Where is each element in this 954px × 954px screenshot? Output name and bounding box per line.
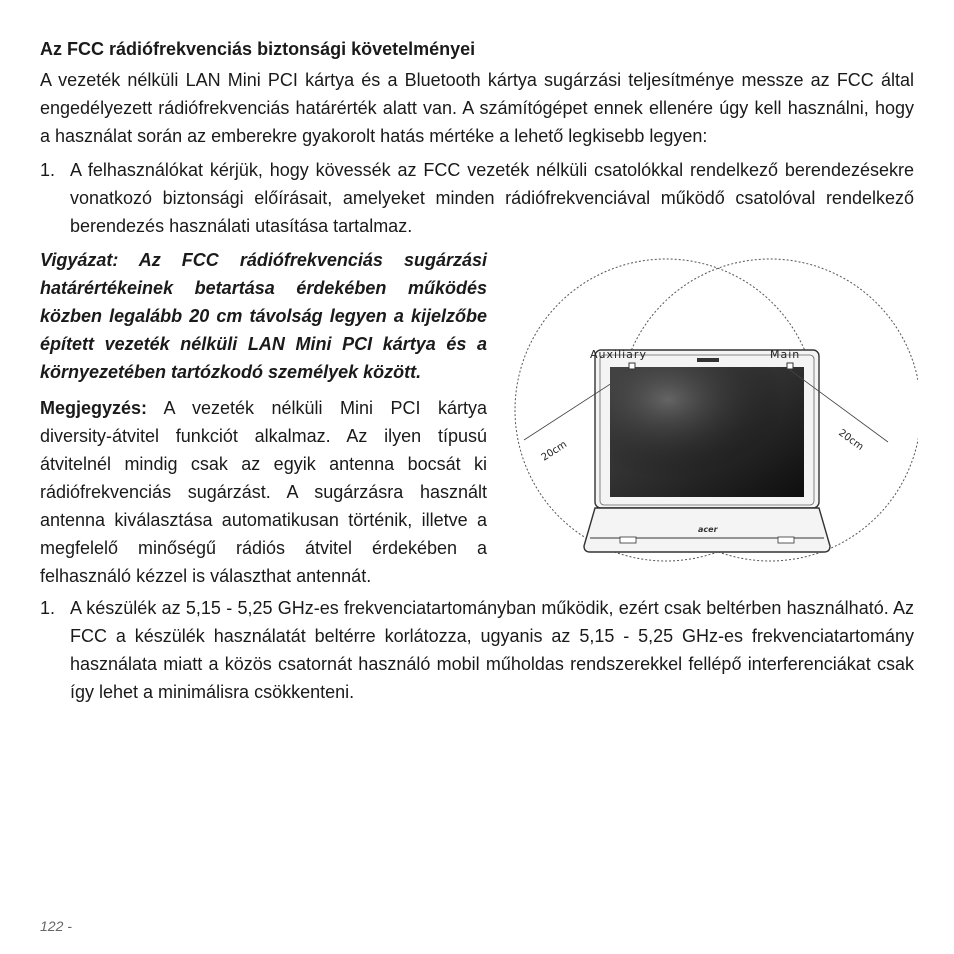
auxiliary-label: Auxiliary — [590, 348, 647, 361]
section-heading: Az FCC rádiófrekvenciás biztonsági követelményei — [40, 39, 476, 59]
antenna-diagram — [498, 246, 918, 576]
list-item-2 — [40, 594, 914, 706]
brand-logo: acer — [698, 525, 718, 534]
intro-paragraph: A vezeték nélküli LAN Mini PCI kártya és a Bluetooth kártya sugárzási teljesítménye messze az FCC által engedélyezett rádiófrekvenciás határérték alatt van. A számítógépet ennek ellenére úgy kell használni, hogy a használat során az emberekre gyakorolt hatás mértéke a lehető legkisebb legyen: — [40, 70, 914, 146]
left-column — [40, 246, 487, 590]
page-content — [40, 36, 914, 712]
webcam-bar — [697, 358, 719, 362]
main-antenna-marker — [787, 363, 793, 369]
note-text: A vezeték nélküli Mini PCI kártya diversity-átvitel funkciót alkalmaz. Az ilyen típusú átvitelnél mindig csak az egyik antenna bocsát ki rádiófrekvenciás sugárzást. A sugárzásra használt antenna kiválasztása automatikusan történik, illetve a megfelelő minőségű rádiós átvitel érdekében a felhasználó kézzel is választhat antennát. — [40, 398, 487, 586]
left-distance-label: 20cm — [539, 439, 570, 464]
hinge-right — [778, 537, 794, 543]
auxiliary-antenna-marker — [629, 363, 635, 369]
page-number: 122 - — [40, 918, 72, 934]
list-text: A készülék az 5,15 - 5,25 GHz-es frekvenciatartományban működik, ezért csak beltérben használható. Az FCC a készülék használatát beltérre korlátozza, ugyanis az 5,15 - 5,25 GHz-es frekvenciatartomány használata miatt a közös csatornát használó mobil műholdas rendszerekkel fellépő interferenciákat csak így lehet a minimálisra csökkenteni. — [70, 598, 914, 702]
note-label: Megjegyzés: — [40, 398, 148, 418]
main-label: Main — [770, 348, 801, 361]
list-number: 1. — [40, 160, 56, 180]
hinge-left — [620, 537, 636, 543]
caution-paragraph: Vigyázat: Az FCC rádiófrekvenciás sugárzási határértékeinek betartása érdekében működés közben legalább 20 cm távolság legyen a kijelzőbe épített vezeték nélküli LAN Mini PCI kártya és a környezetében tartózkodó személyek között. — [40, 250, 487, 382]
right-distance-label: 20cm — [836, 427, 866, 453]
list-number: 1. — [40, 598, 56, 618]
two-column-block — [40, 246, 914, 590]
list-text: A felhasználókat kérjük, hogy kövessék az FCC vezeték nélküli csatolókkal rendelkező berendezésekre vonatkozó biztonsági előírásait, amelyeket minden rádiófrekvenciával működő csatolóval rendelkező berendezés használati utasítása tartalmaz. — [70, 160, 914, 236]
note-paragraph — [40, 394, 487, 590]
list-item-1 — [40, 156, 914, 240]
